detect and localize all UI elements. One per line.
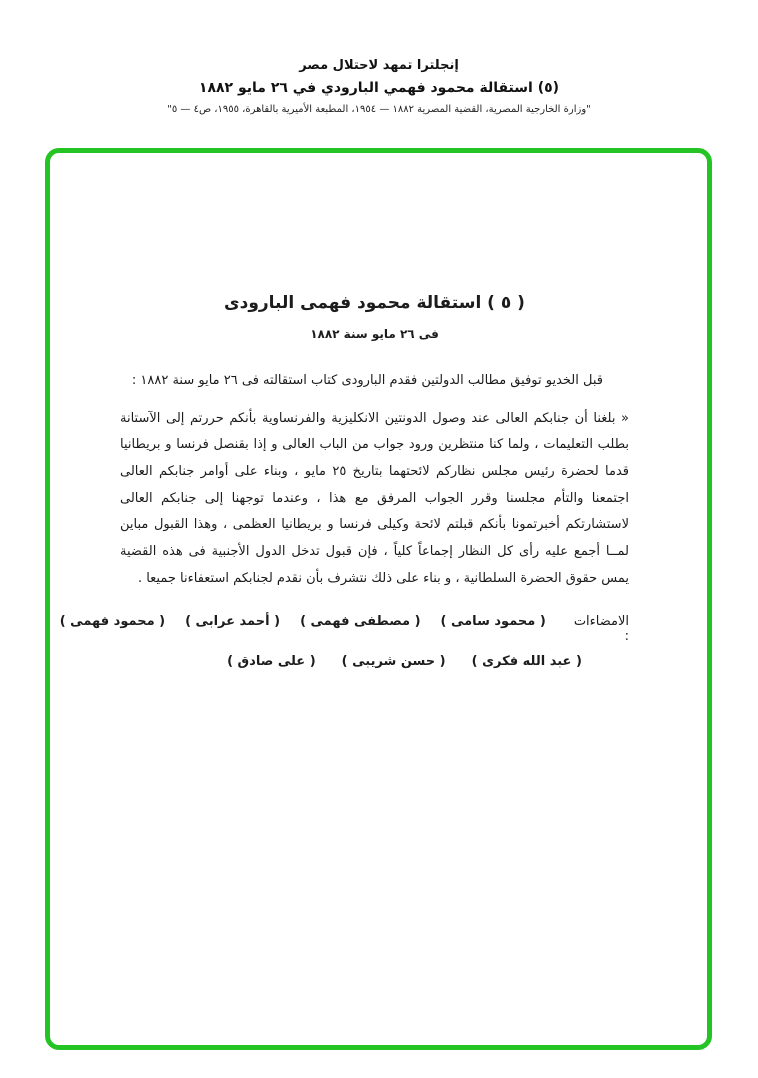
signature-ahmed-oraby: ( أحمد عرابى )	[185, 614, 281, 630]
signature-hassan-sheriby: ( حسن شريبى )	[341, 654, 446, 670]
signature-mahmoud-samy: ( محمود سامى )	[440, 614, 546, 630]
signature-mahmoud-fahmy: ( محمود فهمى )	[59, 614, 166, 630]
document-date-line: فى ٢٦ مايو سنة ١٨٨٢	[310, 327, 439, 341]
resignation-letter-body: « بلغنا أن جنابكم العالى عند وصول الدونتين الانكليزية والفرنساوية بأنكم حررتم إلى الآستانة بطلب التعليمات ، ولما كنا منتظرين ورود جواب من الباب العالى و إذا بقنصل فرنسا و بريطانيا قدما لحضرة رئيس مجلس نظاركم لائحتهما بتاريخ ٢٥ مايو ، وبناء على أوامر جنابكم العالى اجتمعنا والتأم مجلسنا وقرر الجواب المرفق مع هذا ، وعندما توجهنا إلى جنابكم العالى لاستشارتكم أخبرتمونا بأنكم قبلتم لائحة وكيلى فرنسا و بريطانيا العظمى ، وهذا القبول مباين لمــا أجمع عليه رأى كل النظار إجماعاً كلياً ، فإن قبول تدخل الدول الأجنبية فى هذه القضية يمس حقوق الحضرة السلطانية ، و بناء على ذلك نتشرف بأن نقدم لجنابكم استعفاءنا جميعا .	[120, 410, 629, 586]
header-source-citation: "وزارة الخارجية المصرية، القضية المصرية ١٨٨٢ — ١٩٥٤، المطبعة الأميرية بالقاهرة، ١٩٥٥، ص٤ — ٥"	[167, 104, 591, 115]
document-title: ( ٥ ) استقالة محمود فهمى البارودى	[224, 293, 525, 313]
signatures-label: الامضاءات :	[573, 614, 629, 645]
green-frame	[45, 148, 712, 1050]
header-document-title: (٥) استقالة محمود فهمي البارودي في ٢٦ مايو ١٨٨٢	[198, 80, 560, 96]
signatures-row-2	[120, 654, 629, 669]
intro-paragraph: قبل الخديو توفيق مطالب الدولتين فقدم البارودى كتاب استقالته فى ٢٦ مايو سنة ١٨٨٢ :	[131, 373, 603, 388]
signatures-row-1	[59, 614, 629, 645]
header-topic: إنجلترا تمهد لاحتلال مصر	[299, 58, 459, 73]
signature-abdallah-fikry: ( عبد الله فكرى )	[471, 654, 582, 670]
page-header	[0, 58, 758, 115]
signature-ali-sadek: ( على صادق )	[227, 654, 316, 670]
signature-mostafa-fahmy: ( مصطفى فهمى )	[300, 614, 421, 630]
document-scan	[59, 293, 629, 670]
